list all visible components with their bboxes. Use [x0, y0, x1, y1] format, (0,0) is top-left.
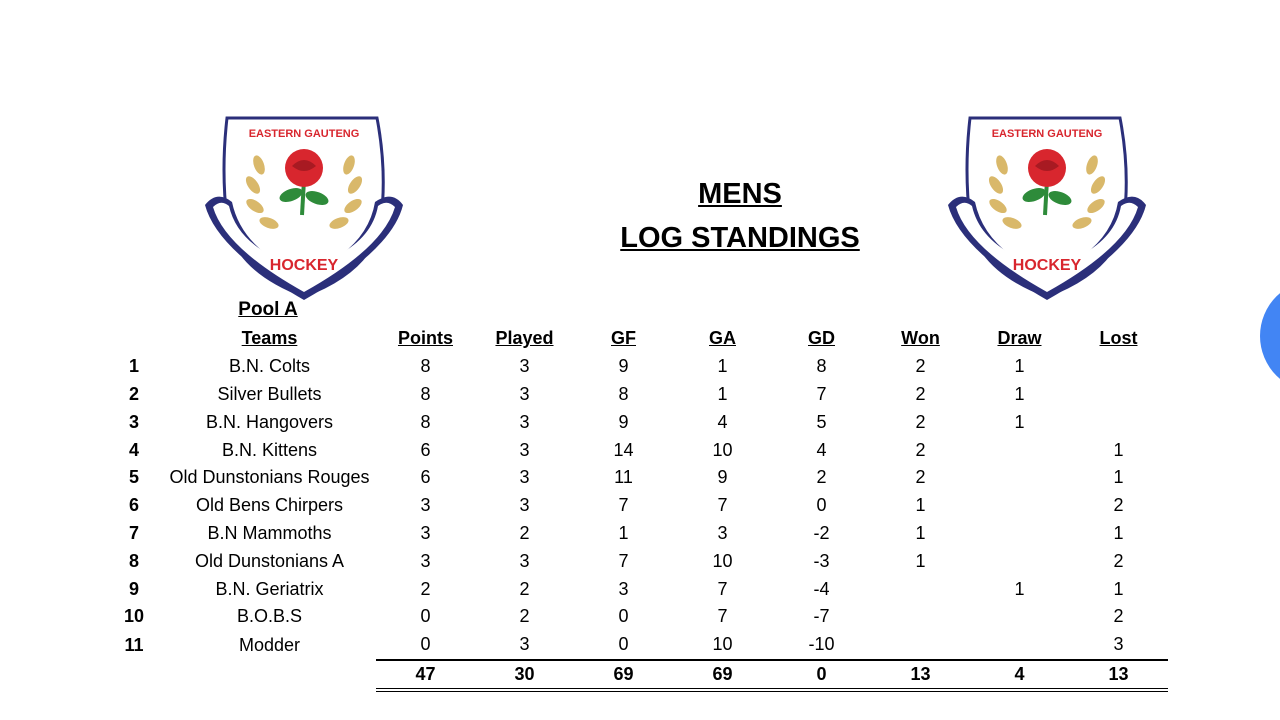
cell-lost: 3: [1113, 634, 1124, 655]
cell-points: 2: [420, 578, 431, 599]
cell-lost: 1: [1113, 467, 1124, 488]
cell-draw: [970, 631, 1069, 660]
column-header-played: Played: [495, 328, 554, 349]
table-row: [105, 547, 1168, 575]
cell-points: 3: [420, 550, 431, 571]
column-header-draw: Draw: [997, 328, 1042, 349]
cell-gd: -2: [813, 522, 830, 543]
cell-draw: [970, 492, 1069, 520]
cell-won: [871, 575, 970, 603]
cell-ga: 7: [717, 495, 728, 516]
cell-draw: [970, 436, 1069, 464]
table-row: [105, 464, 1168, 492]
cell-won: 1: [915, 550, 926, 571]
cell-points: 8: [420, 356, 431, 377]
pool-label: Pool A: [238, 299, 298, 320]
total-won: 13: [871, 660, 970, 691]
cell-rank: 3: [128, 411, 139, 432]
cell-team: B.N. Geriatrix: [215, 578, 324, 599]
cell-team: Modder: [238, 634, 301, 655]
cell-gf: 7: [618, 550, 629, 571]
totals-blank: [105, 660, 163, 691]
cell-draw: 1: [1014, 578, 1025, 599]
total-points: 47: [376, 660, 475, 691]
cell-points: 8: [420, 383, 431, 404]
eastern-gauteng-hockey-logo-left: [197, 110, 412, 300]
column-header-points: Points: [397, 328, 453, 349]
cell-rank: 8: [128, 550, 139, 571]
cell-won: 1: [915, 495, 926, 516]
cell-ga: 10: [712, 550, 733, 571]
cell-played: 2: [519, 522, 530, 543]
cell-played: 2: [519, 606, 530, 627]
cell-lost: 2: [1113, 550, 1124, 571]
cell-gf: 7: [618, 495, 629, 516]
cell-team: B.N. Hangovers: [205, 411, 334, 432]
cell-played: 3: [519, 411, 530, 432]
table-row: [105, 436, 1168, 464]
cell-points: 3: [420, 495, 431, 516]
cell-team: Silver Bullets: [217, 383, 322, 404]
cell-points: 0: [420, 634, 431, 655]
cell-lost: 1: [1113, 578, 1124, 599]
cell-gf: 9: [618, 411, 629, 432]
cell-rank: 11: [124, 634, 144, 655]
column-header-gd: GD: [808, 328, 835, 349]
cell-gd: -10: [808, 634, 835, 655]
column-header-teams: Teams: [241, 328, 298, 349]
cell-played: 3: [519, 467, 530, 488]
table-row: [105, 575, 1168, 603]
header-row: [105, 325, 1168, 353]
cell-gf: 3: [618, 578, 629, 599]
cell-points: 0: [420, 606, 431, 627]
cell-rank: 2: [128, 383, 139, 404]
cell-ga: 3: [717, 522, 728, 543]
cell-points: 3: [420, 522, 431, 543]
cell-team: B.N. Kittens: [221, 439, 318, 460]
cell-gd: 2: [816, 467, 827, 488]
cell-rank: 1: [128, 356, 139, 377]
cell-rank: 7: [128, 522, 139, 543]
table-row: [105, 492, 1168, 520]
cell-gd: 8: [816, 356, 827, 377]
cell-points: 6: [420, 439, 431, 460]
cell-played: 2: [519, 578, 530, 599]
cell-won: [871, 603, 970, 631]
cell-gf: 11: [614, 467, 633, 488]
cell-team: B.N Mammoths: [207, 522, 332, 543]
cell-rank: 4: [128, 439, 139, 460]
total-draw: 4: [970, 660, 1069, 691]
total-lost: 13: [1069, 660, 1168, 691]
cell-team: B.O.B.S: [236, 606, 303, 627]
cell-lost: [1069, 353, 1168, 381]
cell-won: 2: [915, 383, 926, 404]
cell-team: B.N. Colts: [228, 356, 311, 377]
cell-draw: 1: [1014, 411, 1025, 432]
cell-rank: 5: [128, 467, 139, 488]
column-header-won: Won: [901, 328, 940, 349]
cell-team: Old Dunstonians A: [194, 550, 345, 571]
cell-won: 2: [915, 467, 926, 488]
total-gd: 0: [772, 660, 871, 691]
cell-gf: 1: [618, 522, 629, 543]
cell-gd: -4: [813, 578, 830, 599]
cell-ga: 1: [717, 356, 728, 377]
table-row: [105, 520, 1168, 548]
table-row: [105, 408, 1168, 436]
cell-ga: 7: [717, 606, 728, 627]
cell-gd: 5: [816, 411, 827, 432]
cell-gf: 9: [618, 356, 629, 377]
cell-gd: -7: [813, 606, 830, 627]
cell-gd: 7: [816, 383, 827, 404]
eastern-gauteng-hockey-logo-right: [940, 110, 1155, 300]
cell-lost: 2: [1113, 606, 1124, 627]
cell-draw: 1: [1014, 383, 1025, 404]
cell-gf: 0: [618, 606, 629, 627]
cell-gf: 8: [618, 383, 629, 404]
cell-rank: 6: [128, 495, 139, 516]
cell-lost: 1: [1113, 439, 1124, 460]
cell-won: 2: [915, 356, 926, 377]
column-header-gf: GF: [611, 328, 636, 349]
cell-won: 1: [915, 522, 926, 543]
cell-lost: [1069, 381, 1168, 409]
crest-top-text: EASTERN GAUTENG: [991, 128, 1103, 140]
table-row: [105, 603, 1168, 631]
cell-draw: [970, 464, 1069, 492]
total-gf: 69: [574, 660, 673, 691]
cell-ga: 1: [717, 383, 728, 404]
table-row: [105, 353, 1168, 381]
totals-row: [105, 660, 1168, 691]
cell-ga: 7: [717, 578, 728, 599]
page-title-log-standings: LOG STANDINGS: [620, 222, 860, 254]
table-row: [105, 631, 1168, 660]
standings-body: [105, 353, 1168, 660]
cell-gd: 0: [816, 495, 827, 516]
cell-ga: 10: [712, 439, 733, 460]
cell-team: Old Dunstonians Rouges: [169, 467, 370, 488]
cell-played: 3: [519, 495, 530, 516]
crest-bottom-text: HOCKEY: [1012, 257, 1082, 274]
cell-draw: [970, 603, 1069, 631]
cell-gd: 4: [816, 439, 827, 460]
cell-points: 8: [420, 411, 431, 432]
cell-draw: [970, 520, 1069, 548]
cell-gf: 0: [618, 634, 629, 655]
table-row: [105, 381, 1168, 409]
cell-team: Old Bens Chirpers: [195, 495, 344, 516]
crest-bottom-text: HOCKEY: [269, 257, 339, 274]
cell-lost: [1069, 408, 1168, 436]
cell-rank: 10: [123, 606, 145, 627]
side-tab-button[interactable]: [1260, 280, 1280, 392]
column-header-ga: GA: [709, 328, 736, 349]
cell-lost: 2: [1113, 495, 1124, 516]
total-ga: 69: [673, 660, 772, 691]
standings-table: [105, 325, 1168, 692]
cell-ga: 9: [717, 467, 728, 488]
cell-draw: 1: [1014, 356, 1025, 377]
cell-ga: 10: [712, 634, 733, 655]
cell-gf: 14: [613, 439, 634, 460]
cell-won: 2: [915, 411, 926, 432]
cell-rank: 9: [128, 578, 139, 599]
total-played: 30: [475, 660, 574, 691]
cell-draw: [970, 547, 1069, 575]
cell-played: 3: [519, 550, 530, 571]
cell-ga: 4: [717, 411, 728, 432]
cell-won: 2: [915, 439, 926, 460]
cell-played: 3: [519, 439, 530, 460]
cell-lost: 1: [1113, 522, 1124, 543]
rank-header: [105, 325, 163, 353]
cell-won: [871, 631, 970, 660]
totals-blank: [163, 660, 376, 691]
column-header-lost: Lost: [1099, 328, 1138, 349]
cell-played: 3: [519, 634, 530, 655]
cell-points: 6: [420, 467, 431, 488]
crest-top-text: EASTERN GAUTENG: [248, 128, 360, 140]
page-title-mens: MENS: [698, 178, 782, 210]
cell-played: 3: [519, 356, 530, 377]
cell-played: 3: [519, 383, 530, 404]
cell-gd: -3: [813, 550, 830, 571]
